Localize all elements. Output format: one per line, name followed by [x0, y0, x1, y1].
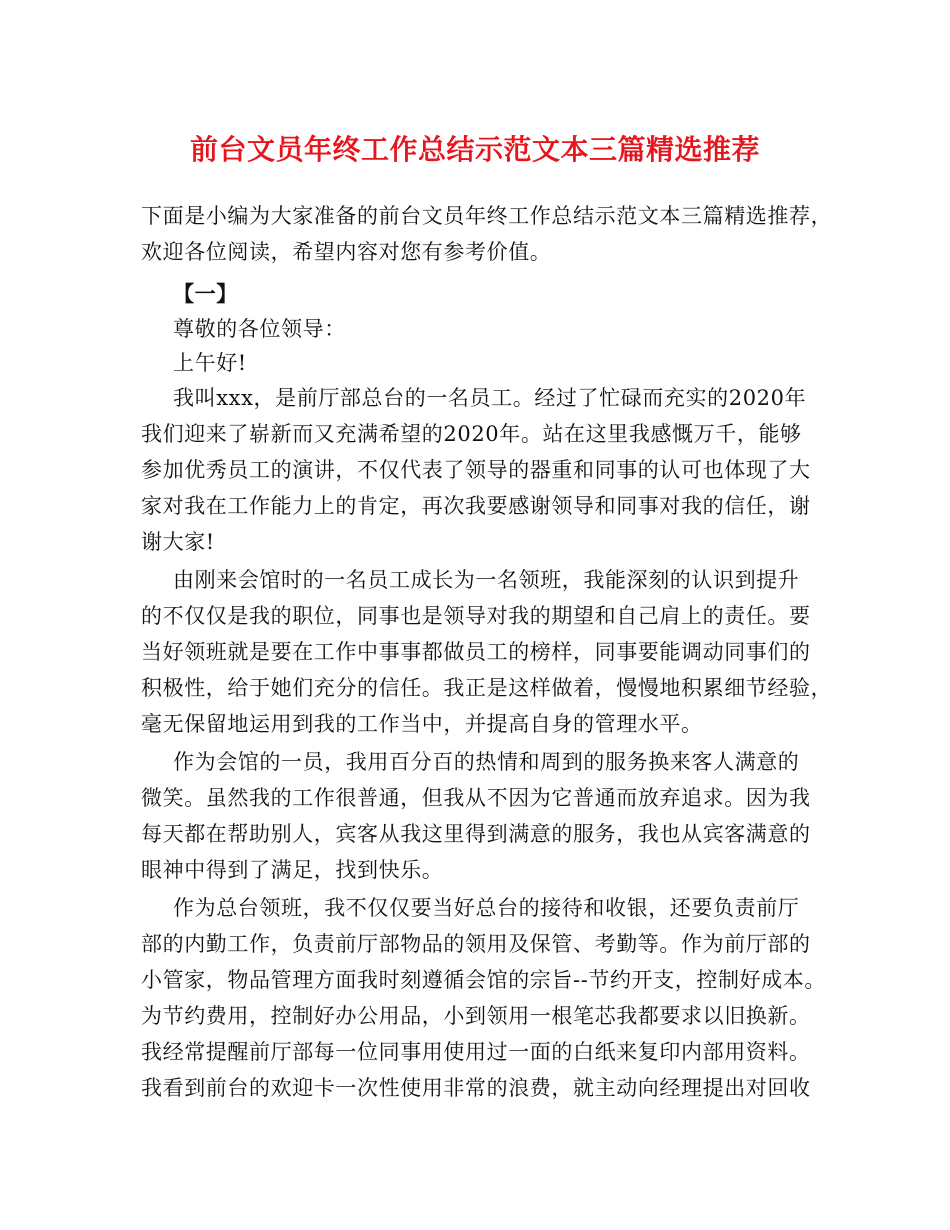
paragraph-4-line-5: 我经常提醒前厅部每一位同事用使用过一面的白纸来复印内部用资料。 — [141, 1040, 811, 1064]
paragraph-3-line-4: 眼神中得到了满足，找到快乐。 — [141, 858, 444, 882]
document-title: 前台文员年终工作总结示范文本三篇精选推荐 — [189, 133, 760, 166]
paragraph-4-line-2: 部的内勤工作，负责前厅部物品的领用及保管、考勤等。作为前厅部的 — [141, 932, 811, 956]
paragraph-4-line-6: 我看到前台的欢迎卡一次性使用非常的浪费，就主动向经理提出对回收 — [141, 1076, 811, 1100]
greeting: 上午好! — [173, 351, 247, 375]
paragraph-1-line-2: 我们迎来了崭新而又充满希望的2020年。站在这里我感慨万千，能够 — [141, 422, 802, 446]
paragraph-3-line-1: 作为会馆的一员，我用百分百的热情和周到的服务换来客人满意的 — [173, 750, 800, 774]
salutation: 尊敬的各位领导： — [173, 317, 346, 341]
paragraph-2-line-1: 由刚来会馆时的一名员工成长为一名领班，我能深刻的认识到提升 — [173, 568, 800, 592]
intro-line-2: 欢迎各位阅读，希望内容对您有参考价值。 — [141, 240, 552, 264]
paragraph-2-line-2: 的不仅仅是我的职位，同事也是领导对我的期望和自己肩上的责任。要 — [141, 604, 811, 628]
paragraph-3-line-3: 每天都在帮助别人，宾客从我这里得到满意的服务，我也从宾客满意的 — [141, 822, 811, 846]
paragraph-1-line-4: 家对我在工作能力上的肯定，再次我要感谢领导和同事对我的信任，谢 — [141, 494, 811, 518]
paragraph-1-line-5: 谢大家! — [141, 530, 215, 554]
paragraph-2-line-4: 积极性，给于她们充分的信任。我正是这样做着，慢慢地积累细节经验， — [141, 676, 833, 700]
intro-line-1: 下面是小编为大家准备的前台文员年终工作总结示范文本三篇精选推荐， — [141, 204, 833, 228]
paragraph-2-line-5: 毫无保留地运用到我的工作当中，并提高自身的管理水平。 — [141, 712, 703, 736]
paragraph-2-line-3: 当好领班就是要在工作中事事都做员工的榜样，同事要能调动同事们的 — [141, 640, 811, 664]
paragraph-4-line-1: 作为总台领班，我不仅仅要当好总台的接待和收银，还要负责前厅 — [173, 896, 800, 920]
section-heading: 【一】 — [173, 281, 238, 306]
paragraph-4-line-3: 小管家，物品管理方面我时刻遵循会馆的宗旨--节约开支，控制好成本。 — [141, 968, 826, 992]
paragraph-1-line-1: 我叫xxx，是前厅部总台的一名员工。经过了忙碌而充实的2020年 — [173, 386, 807, 410]
paragraph-3-line-2: 微笑。虽然我的工作很普通，但我从不因为它普通而放弃追求。因为我 — [141, 786, 811, 810]
paragraph-1-line-3: 参加优秀员工的演讲，不仅代表了领导的器重和同事的认可也体现了大 — [141, 458, 811, 482]
paragraph-4-line-4: 为节约费用，控制好办公用品，小到领用一根笔芯我都要求以旧换新。 — [141, 1004, 811, 1028]
